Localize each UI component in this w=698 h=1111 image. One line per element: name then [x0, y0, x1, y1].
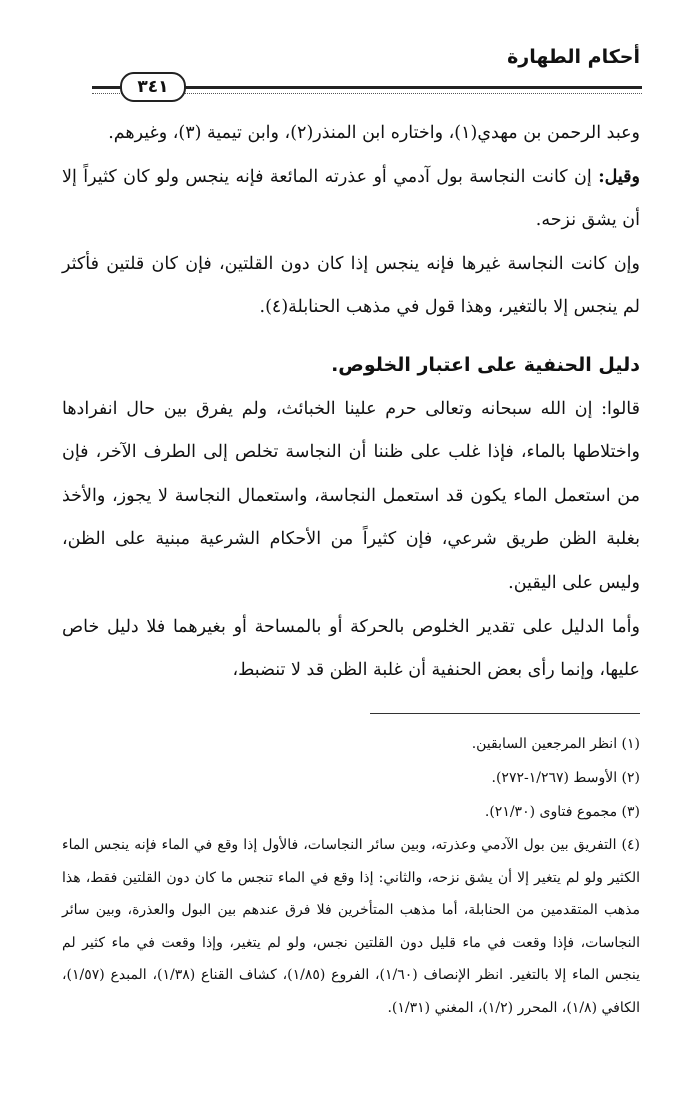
- paragraph-4: قالوا: إن الله سبحانه وتعالى حرم علينا الخبائث، ولم يفرق بين حال انفرادها واختلاطها بالماء، فإذا غلب على ظننا أن النجاسة تخلص إلى الطرف الآخر، فإن من استعمل الماء يكون قد استعمل النجاسة، واستعمال النجاسة لا يجوز، والأخذ بغلبة الظن طريق شرعي، فإن كثيراً من الأحكام الشرعية مبنية على الظن، وليس على اليقين.: [62, 398, 640, 593]
- footnote-4: (٤) التفريق بين بول الآدمي وعذرته، وبين سائر النجاسات، فالأول إذا وقع في الماء فإنه ينجس الماء الكثير ولو لم يتغير إلا أن يشق نزحه، والثاني: إذا وقع في الماء تنجس ما كان دون القلتين فقط، هذا مذهب المتقدمين من الحنابلة، أما مذهب المتأخرين فلا فرق عندهم بين البول والعذرة، وبين سائر النجاسات، فإذا وقعت في ماء قليل دون القلتين نجس، ولو لم يتغير، وإذا وقعت في ماء كثير لم ينجس الماء إلا بالتغير. انظر الإنصاف (١/٦٠)، الفروع (١/٨٥)، كشاف القناع (١/٣٨)، المبدع (١/٥٧)، الكافي (١/٨)، المحرر (١/٢)، المغني (١/٣١).: [62, 837, 640, 1016]
- footnotes: [62, 727, 640, 1024]
- main-text: [62, 112, 640, 693]
- paragraph-2-lead: وقيل:: [598, 166, 640, 187]
- section-heading: دليل الحنفية على اعتبار الخلوص.: [331, 353, 640, 376]
- footnote-1: (١) انظر المرجعين السابقين.: [471, 736, 640, 752]
- footnote-2: (٢) الأوسط (١/٢٦٧-٢٧٢).: [491, 770, 640, 786]
- footnote-3: (٣) مجموع فتاوى (٢١/٣٠).: [484, 804, 640, 820]
- running-title: أحكام الطهارة: [507, 46, 640, 68]
- footnote-rule: [370, 713, 640, 714]
- paragraph-5: وأما الدليل على تقدير الخلوص بالحركة أو بالمساحة أو بغيرهما فلا دليل خاص عليها، وإنما رأى بعض الحنفية أن غلبة الظن قد لا تنضبط،: [62, 616, 640, 681]
- paragraph-1: وعبد الرحمن بن مهدي(١)، واختاره ابن المنذر(٢)، وابن تيمية (٣)، وغيرهم.: [108, 123, 640, 143]
- paragraph-3: وإن كانت النجاسة غيرها فإنه ينجس إذا كان دون القلتين، فإن كان قلتين فأكثر لم ينجس إلا بالتغير، وهذا قول في مذهب الحنابلة(٤).: [62, 253, 640, 318]
- paragraph-2: [62, 156, 640, 243]
- page-number: ٣٤١: [120, 72, 186, 102]
- paragraph-2-text: إن كانت النجاسة بول آدمي أو عذرته المائعة فإنه ينجس ولو كان كثيراً إلا أن يشق نزحه.: [62, 166, 640, 231]
